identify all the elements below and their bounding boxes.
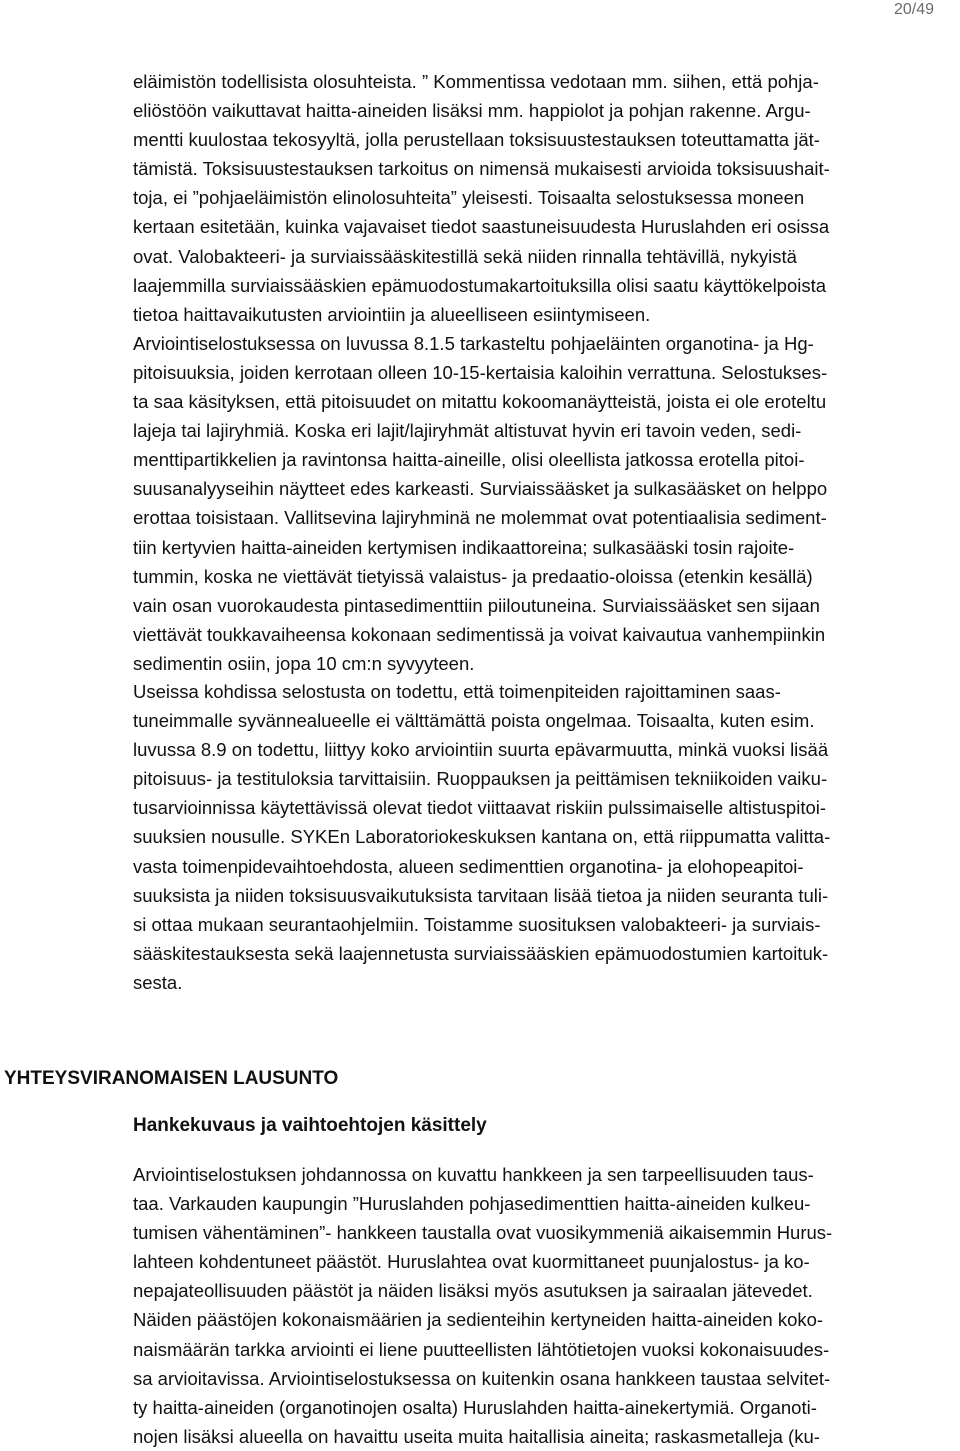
text-line: eliöstöön vaikuttavat haitta-aineiden lisäksi mm. happiolot ja pohjan rakenne. Argu- xyxy=(133,100,811,122)
text-line: Useissa kohdissa selostusta on todettu, että toimenpiteiden rajoittaminen saas- xyxy=(133,681,781,702)
text-line: ta saa käsityksen, että pitoisuudet on mitattu kokoomanäytteistä, joista ei ole eroteltu xyxy=(133,391,827,413)
text-line: mentti kuulostaa tekosyyltä, jolla perustellaan toksisuustestauksen toteuttamatta jät- xyxy=(133,129,820,151)
text-line: pitoisuus- ja testituloksia tarvittaisiin. Ruoppauksen ja peittämisen tekniikoiden vaiku- xyxy=(133,768,828,790)
text-line: tämistä. Toksisuustestauksen tarkoitus on nimensä mukaisesti arvioida toksisuushait- xyxy=(133,158,830,180)
text-line: tummin, koska ne viettävät tietyissä valaistus- ja predaatio-oloissa (etenkin kesällä) xyxy=(133,565,813,587)
text-line: menttipartikkelien ja ravintonsa haitta-aineille, olisi oleellista jatkossa erotella pitoi- xyxy=(133,449,805,471)
text-line: sesta. xyxy=(133,971,183,993)
text-line: viettävät toukkavaiheensa kokonaan sedimentissä ja voivat kaivautua vanhempiinkin xyxy=(133,623,826,645)
text-line: ovat. Valobakteeri- ja surviaissääskitestillä sekä niiden rinnalla tehtävillä, nykyistä xyxy=(133,245,797,267)
text-line: laajemmilla surviaissääskien epämuodostumakartoituksilla olisi saatu käyttökelpoista xyxy=(133,274,827,296)
text-line: si ottaa mukaan seurantaohjelmiin. Toistamme suosituksen valobakteeri- ja surviais- xyxy=(133,913,821,935)
text-line: sääskitestauksesta sekä laajennetusta surviaissääskien epämuodostumien kartoituk- xyxy=(133,942,829,964)
text-line: lahteen kohdentuneet päästöt. Huruslahtea ovat kuormittaneet puunjalostus- ja ko- xyxy=(133,1251,810,1273)
text-line: vain osan vuorokaudesta pintasedimenttiin piiloutuneina. Surviaissääsket sen sijaan xyxy=(133,594,820,616)
text-line: tietoa haittavaikutusten arviointiin ja alueelliseen esiintymiseen. xyxy=(133,303,651,325)
paragraph-2 xyxy=(133,677,955,997)
paragraph-1 xyxy=(133,67,955,678)
text-line: erottaa toisistaan. Vallitsevina lajiryhminä ne molemmat ovat potentiaalisia sediment- xyxy=(133,507,827,529)
text-line: Näiden päästöjen kokonaismäärien ja sedienteihin kertyneiden haitta-aineiden koko- xyxy=(133,1309,824,1331)
text-line: nepajateollisuuden päästöt ja näiden lisäksi myös asutuksen ja sairaalan jätevedet. xyxy=(133,1280,813,1302)
text-line: naismäärän tarkka arviointi ei liene puutteellisten lähtötietojen vuoksi kokonaisuudes- xyxy=(133,1338,830,1360)
text-line: luvussa 8.9 on todettu, liittyy koko arviointiin suurta epävarmuutta, minkä vuoksi lisää xyxy=(133,739,829,761)
text-line: taa. Varkauden kaupungin ”Huruslahden pohjasedimenttien haitta-aineiden kulkeu- xyxy=(133,1193,811,1215)
text-line: vasta toimenpidevaihtoehdosta, alueen sedimenttien organotina- ja elohopeapitoi- xyxy=(133,855,804,877)
text-line: pitoisuuksia, joiden kerrotaan olleen 10-15-kertaisia kaloihin verrattuna. Selostukses- xyxy=(133,361,828,383)
subsection-heading: Hankekuvaus ja vaihtoehtojen käsittely xyxy=(133,1115,487,1136)
paragraph-3 xyxy=(133,1160,955,1451)
section-heading: YHTEYSVIRANOMAISEN LAUSUNTO xyxy=(4,1068,339,1089)
text-line: sedimentin osiin, jopa 10 cm:n syvyyteen. xyxy=(133,652,475,674)
text-line: eläimistön todellisista olosuhteista. ” Kommentissa vedotaan mm. siihen, että pohja- xyxy=(133,71,819,92)
text-line: sa arvioitavissa. Arviointiselostuksessa on kuitenkin osana hankkeen taustaa selvitet- xyxy=(133,1367,831,1389)
text-line: Arviointiselostuksen johdannossa on kuvattu hankkeen ja sen tarpeellisuuden taus- xyxy=(133,1164,814,1185)
page-number: 20/49 xyxy=(893,1,934,18)
text-line: tuneimmalle syvännealueelle ei välttämättä poista ongelmaa. Toisaalta, kuten esim. xyxy=(133,710,815,732)
text-line: suusanalyyseihin näytteet edes karkeasti. Surviaissääsket ja sulkasääsket on helppo xyxy=(133,478,828,500)
text-line: toja, ei ”pohjaeläimistön elinolosuhteita” yleisesti. Toisaalta selostuksessa moneen xyxy=(133,187,805,209)
text-line: ty haitta-aineiden (organotinojen osalta) Huruslahden haitta-ainekertymiä. Organoti- xyxy=(133,1396,817,1418)
text-line: nojen lisäksi alueella on havaittu useita muita haitallisia aineita; raskasmetalleja (ku- xyxy=(133,1425,820,1447)
text-line: tusarvioinnissa käytettävissä olevat tiedot viittaavat riskiin pulssimaiselle altistuspitoi- xyxy=(133,797,827,819)
text-line: kertaan esitetään, kuinka vajavaiset tiedot saastuneisuudesta Huruslahden eri osissa xyxy=(133,216,830,238)
text-line: tumisen vähentäminen”- hankkeen taustalla ovat vuosikymmeniä aikaisemmin Hurus- xyxy=(133,1222,833,1244)
text-line: tiin kertyvien haitta-aineiden kertymisen indikaattoreina; sulkasääski tosin rajoite- xyxy=(133,536,795,558)
text-line: lajeja tai lajiryhmiä. Koska eri lajit/lajiryhmät altistuvat hyvin eri tavoin veden, sedi- xyxy=(133,420,802,442)
text-line: suuksista ja niiden toksisuusvaikutuksista tarvitaan lisää tietoa ja niiden seuranta tuli- xyxy=(133,884,829,906)
text-line: suuksien nousulle. SYKEn Laboratoriokeskuksen kantana on, että riippumatta valitta- xyxy=(133,826,831,848)
text-line: Arviointiselostuksessa on luvussa 8.1.5 tarkasteltu pohjaeläinten organotina- ja Hg- xyxy=(133,332,814,354)
